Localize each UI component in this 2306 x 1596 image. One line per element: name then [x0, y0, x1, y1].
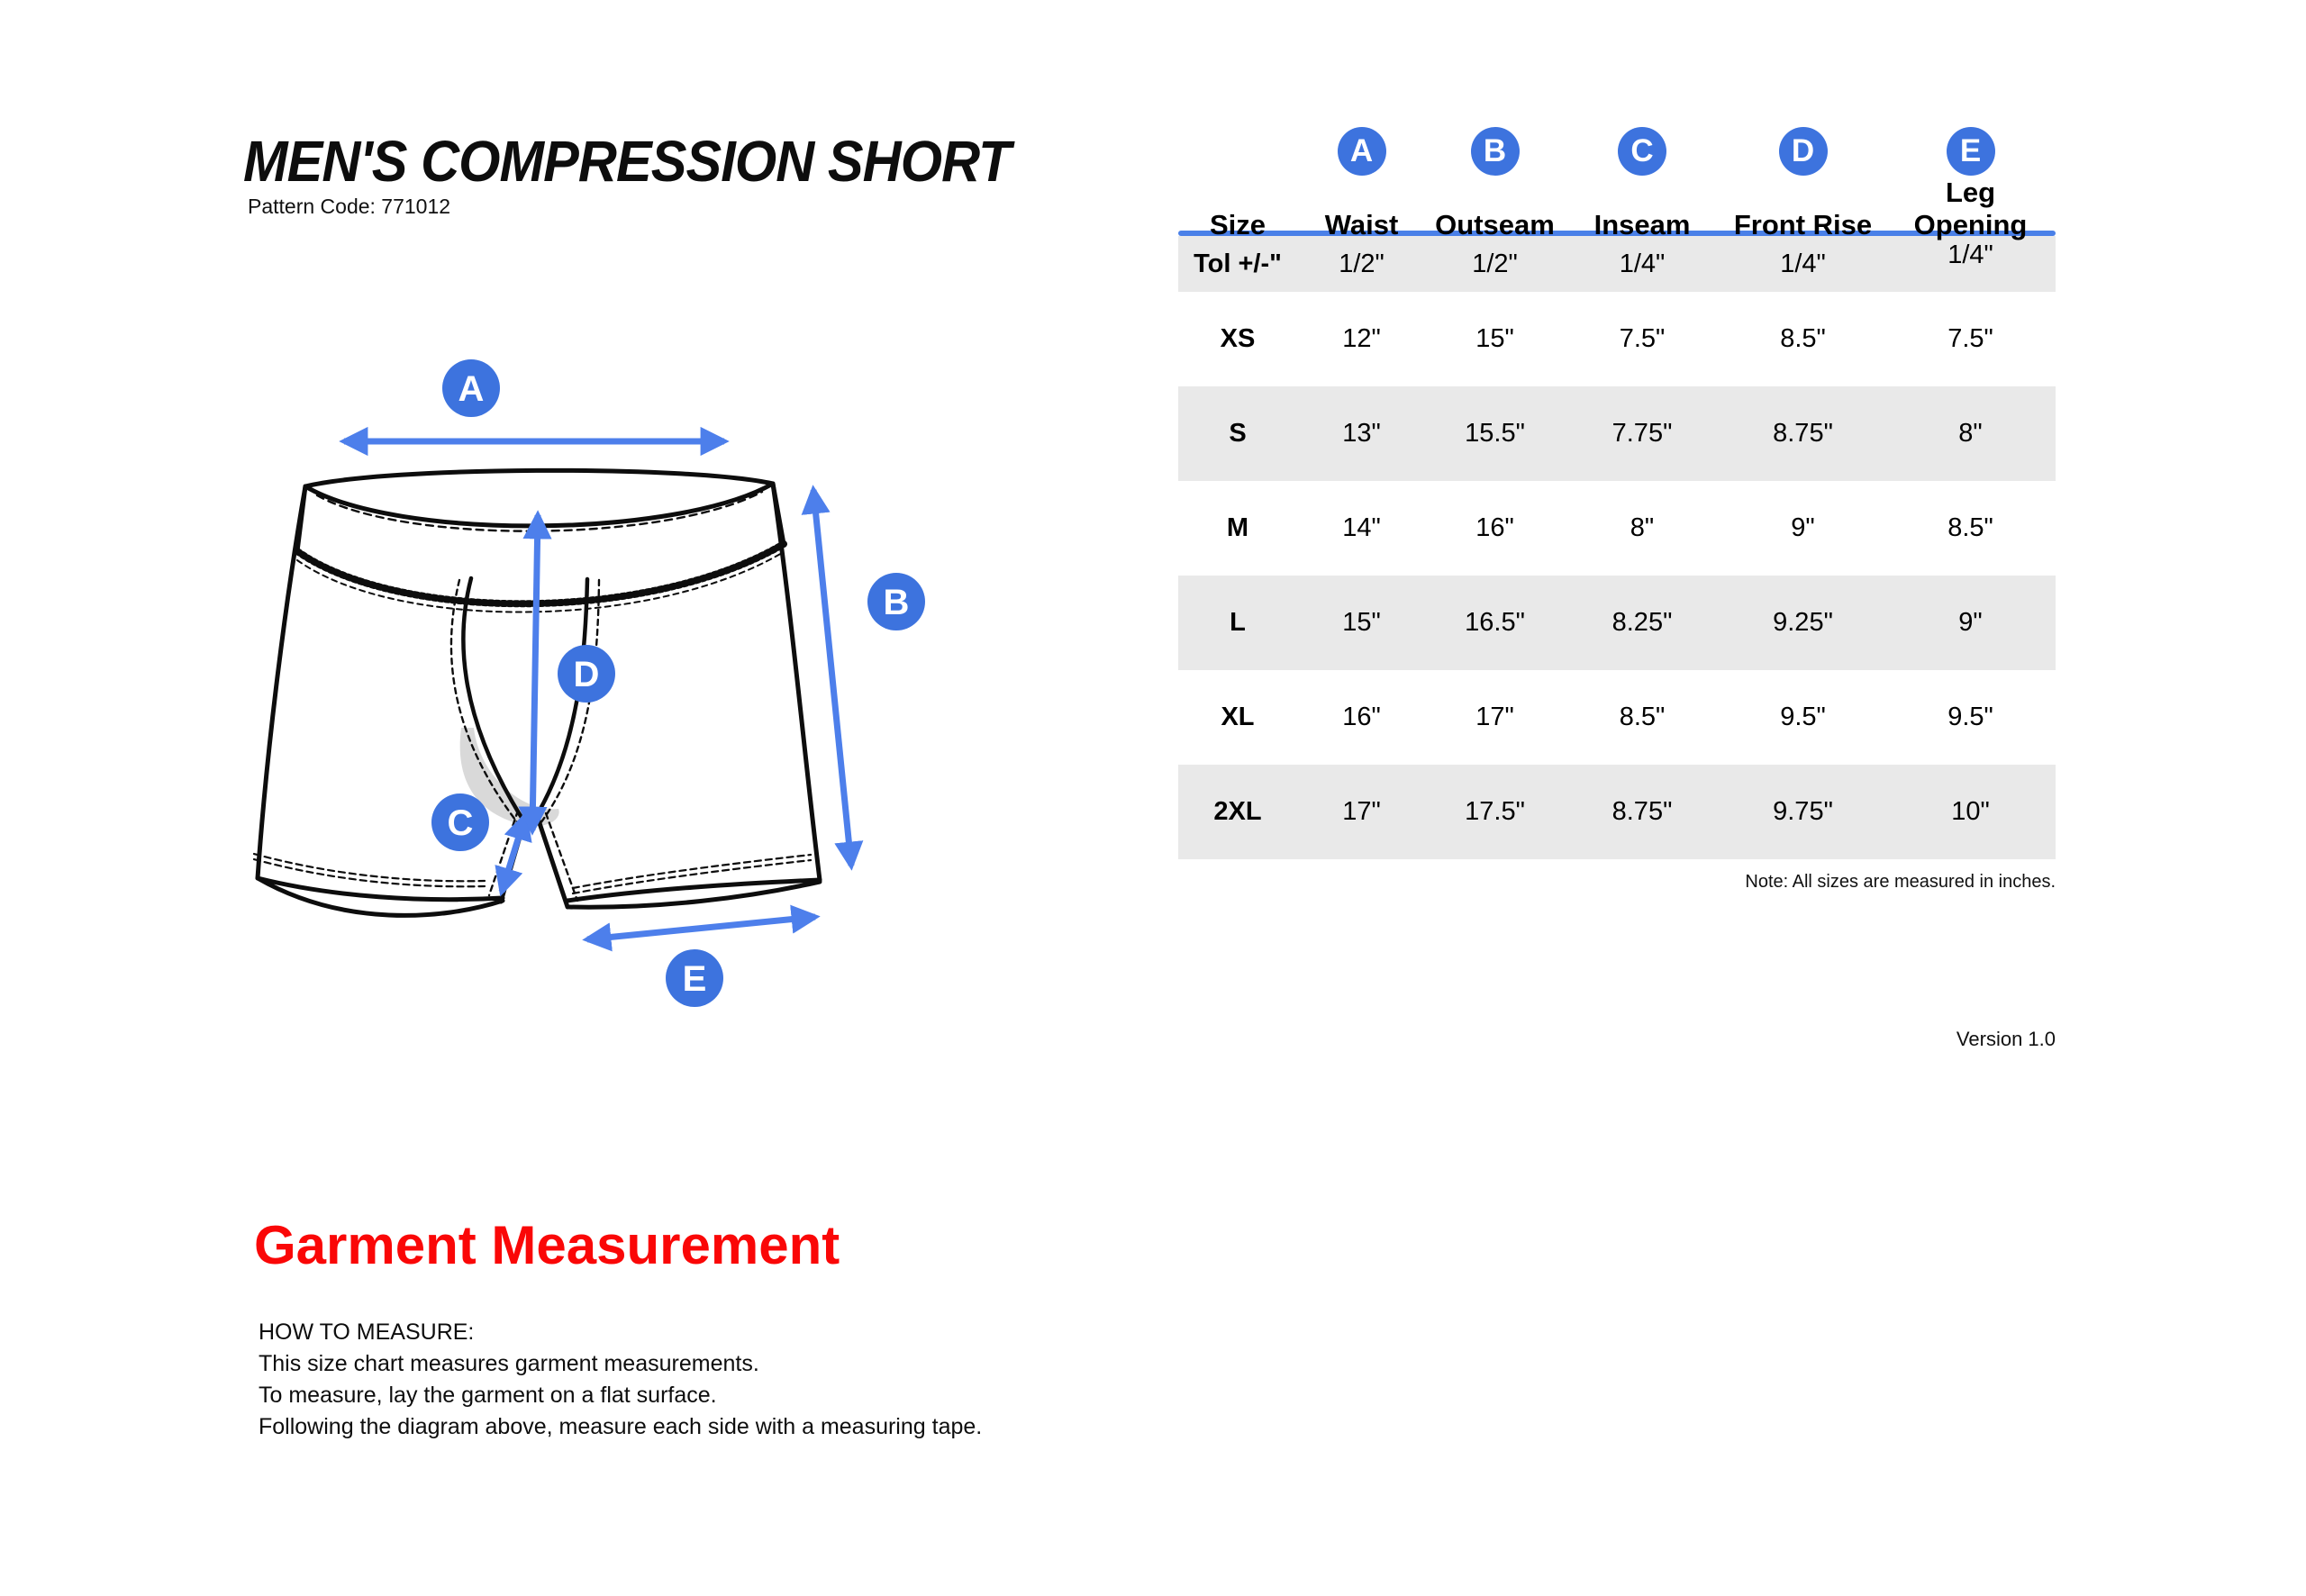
- pattern-code: Pattern Code: 771012: [248, 195, 451, 218]
- diagram-badges: [431, 359, 925, 1007]
- arrow-c-inseam: [502, 816, 525, 892]
- table-row: M 14" 16" 8" 9" 8.5": [1226, 513, 1993, 542]
- garment-measurement-heading: Garment Measurement: [254, 1215, 840, 1275]
- column-header-size: Size: [1209, 209, 1266, 240]
- svg-text:A: A: [458, 369, 485, 409]
- how-to-line: This size chart measures garment measurements.: [259, 1351, 759, 1376]
- table-row: S 13" 15.5" 7.75" 8.75" 8": [1178, 386, 2056, 481]
- table-badge-row: [1178, 126, 2056, 177]
- svg-text:C: C: [447, 803, 474, 843]
- column-header-outseam: Outseam: [1435, 209, 1555, 240]
- column-badge-d: D: [1779, 127, 1828, 176]
- how-to-measure-block: [259, 1317, 982, 1443]
- column-header-waist: Waist: [1324, 209, 1399, 240]
- table-row: L 15" 16.5" 8.25" 9.25" 9": [1178, 576, 2056, 670]
- table-row: XL 16" 17" 8.5" 9.5" 9.5": [1221, 703, 1993, 731]
- column-badge-c: C: [1618, 127, 1666, 176]
- version-label: Version 1.0: [1956, 1028, 2056, 1050]
- table-row: 2XL 17" 17.5" 8.75" 9.75" 10": [1178, 765, 2056, 859]
- column-badge-a: A: [1338, 127, 1386, 176]
- table-header-row: [1178, 177, 2056, 240]
- column-header-leg-opening: Leg Opening: [1913, 177, 2028, 240]
- column-badge-b: B: [1471, 127, 1520, 176]
- svg-text:E: E: [682, 959, 707, 999]
- garment-diagram: [252, 358, 973, 1045]
- tolerance-row: Tol +/-" 1/2" 1/2" 1/4" 1/4" 1/4": [1178, 236, 2056, 292]
- column-header-inseam: Inseam: [1593, 209, 1691, 240]
- svg-text:B: B: [883, 583, 910, 622]
- column-badge-e: E: [1947, 127, 1995, 176]
- table-row: XS 12" 15" 7.5" 8.5" 7.5": [1220, 324, 1993, 353]
- page-title: MEN'S COMPRESSION SHORT: [243, 129, 1011, 194]
- arrow-b-outseam: [813, 490, 851, 866]
- svg-text:D: D: [573, 655, 600, 694]
- how-to-line: To measure, lay the garment on a flat surface.: [259, 1383, 717, 1408]
- column-header-front-rise: Front Rise: [1733, 209, 1873, 240]
- how-to-line: Following the diagram above, measure each side with a measuring tape.: [259, 1414, 983, 1439]
- measurement-note: Note: All sizes are measured in inches.: [1745, 872, 2056, 892]
- how-to-line: HOW TO MEASURE:: [259, 1319, 475, 1345]
- arrow-e-leg-opening: [587, 917, 815, 939]
- size-chart-table: [1178, 126, 2056, 893]
- arrow-d-front-rise: [532, 515, 538, 830]
